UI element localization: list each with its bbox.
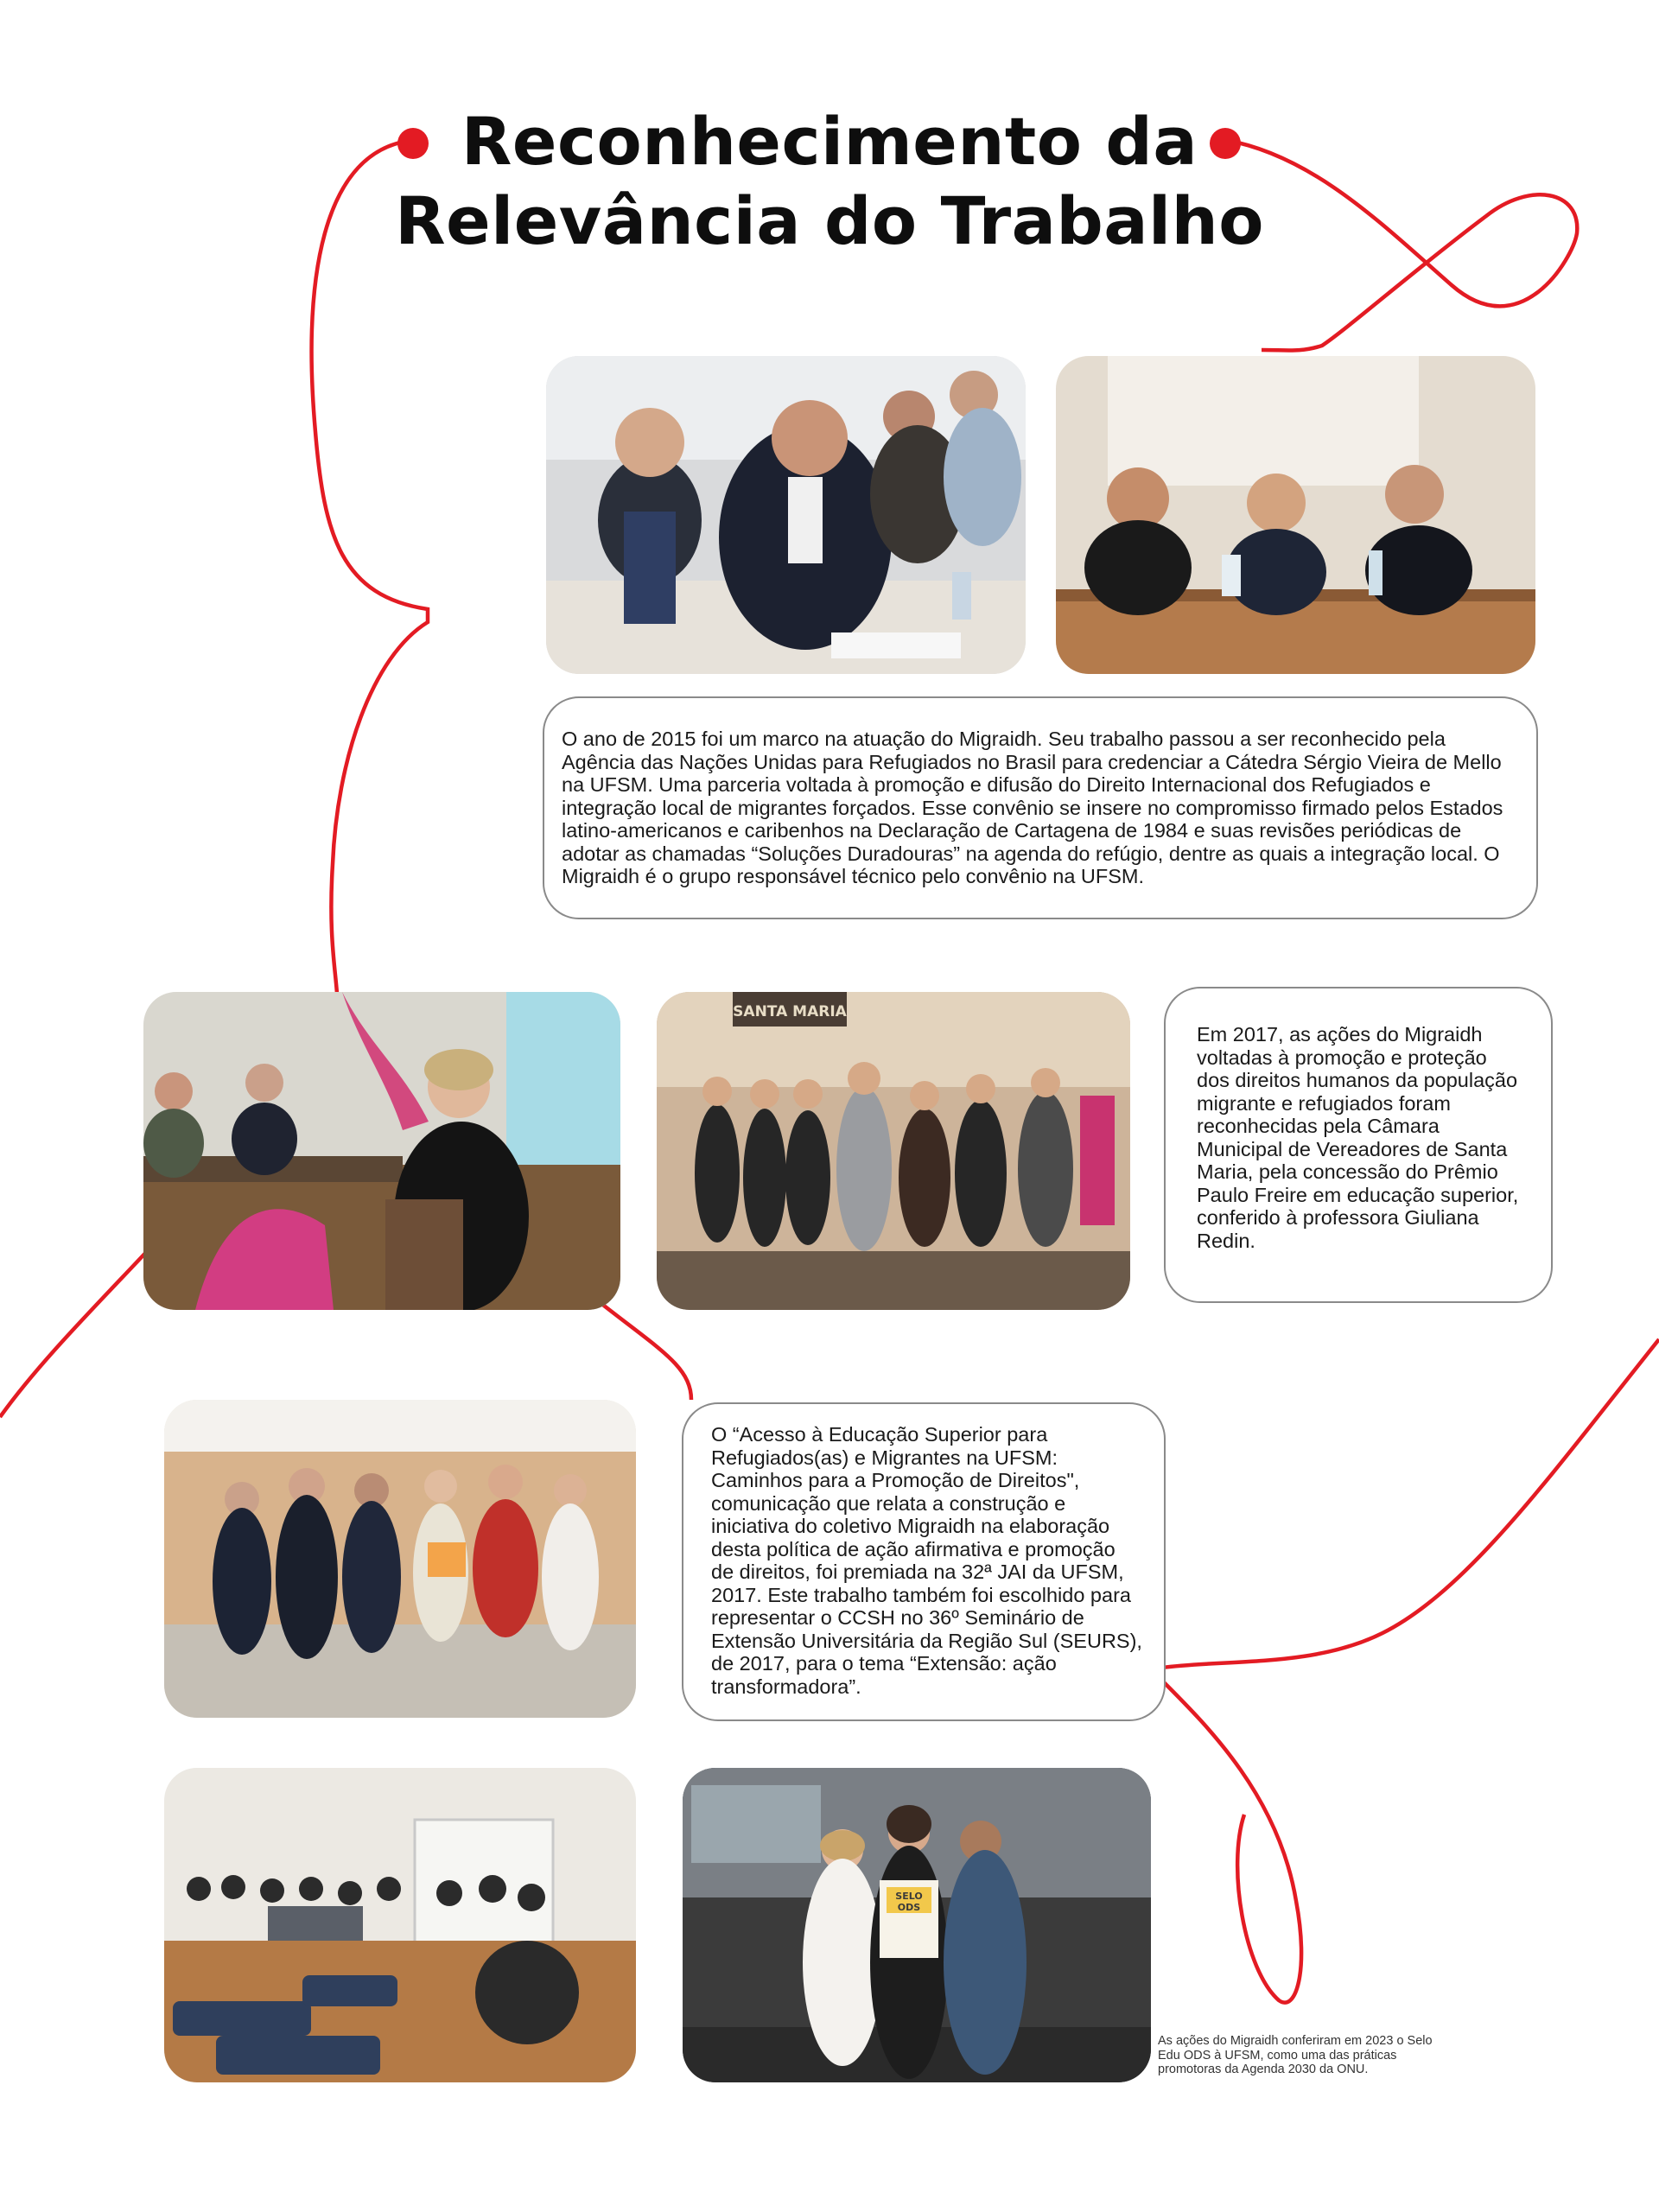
text-jai: O “Acesso à Educação Superior para Refugiados(as) e Migrantes na UFSM: Caminhos para a Promoção de Direitos", comunicação que relata a construção e iniciativa do coletivo Migraidh na elaboração desta política de ação afirmativa e promoção de direitos, foi premiada na 32ª JAI da UFSM, 2017. Este trabalho também foi escolhido para representar o CCSH no 36º Seminário de Extensão Universitária da Região Sul (SEURS), de 2017, para o tema “Extensão: ação transformadora”. bbox=[711, 1423, 1142, 1698]
title-line-2: Relevância do Trabalho bbox=[395, 182, 1264, 259]
page-title bbox=[346, 102, 1313, 261]
chamber-sign-text: SANTA MARIA bbox=[733, 1003, 847, 1020]
title-line-1: Reconhecimento da bbox=[461, 103, 1198, 180]
caption-selo-edu-ods: As ações do Migraidh conferiram em 2023 o Selo Edu ODS à UFSM, como uma das práticas promotoras da Agenda 2030 da ONU. bbox=[1158, 2034, 1433, 2076]
photo-group-santa-maria-chamber bbox=[657, 992, 1130, 1310]
selo-text-line2: ODS bbox=[897, 1902, 921, 1913]
photo-speaker-lectern bbox=[143, 992, 620, 1310]
photo-signing-ceremony bbox=[546, 356, 1026, 674]
text-2015: O ano de 2015 foi um marco na atuação do Migraidh. Seu trabalho passou a ser reconhecido pela Agência das Nações Unidas para Refugiados no Brasil para credenciar a Cátedra Sérgio Vieira de Mello na UFSM. Uma parceria voltada à promoção e difusão do Direito Internacional dos Refugiados e integração local de migrantes forçados. Esse convênio se insere no compromisso firmado pelos Estados latino-americanos e caribenhos na Declaração de Cartagena de 1984 e suas revisões periódicas de adotar as chamadas “Soluções Duradouras” na agenda do refúgio, dentre as quais a integração local. O Migraidh é o grupo responsável técnico pelo convênio na UFSM. bbox=[562, 728, 1503, 887]
text-box-jai-award bbox=[682, 1402, 1166, 1721]
photo-panel-speaker bbox=[1056, 356, 1535, 674]
text-2017: Em 2017, as ações do Migraidh voltadas à promoção e proteção dos direitos humanos da população migrante e refugiados foram reconhecidas pela Câmara Municipal de Vereadores de Santa Maria, pela concessão do Prêmio Paulo Freire em educação superior, conferido à professora Giuliana Redin. bbox=[1197, 1023, 1519, 1252]
text-box-2017-recognition bbox=[1164, 987, 1553, 1303]
selo-text-line1: SELO bbox=[895, 1891, 923, 1902]
text-box-2015-recognition bbox=[543, 696, 1538, 919]
photo-auditorium-meeting bbox=[164, 1768, 636, 2082]
photo-selo-ods-award bbox=[683, 1768, 1151, 2082]
photo-jai-award-group bbox=[164, 1400, 636, 1718]
